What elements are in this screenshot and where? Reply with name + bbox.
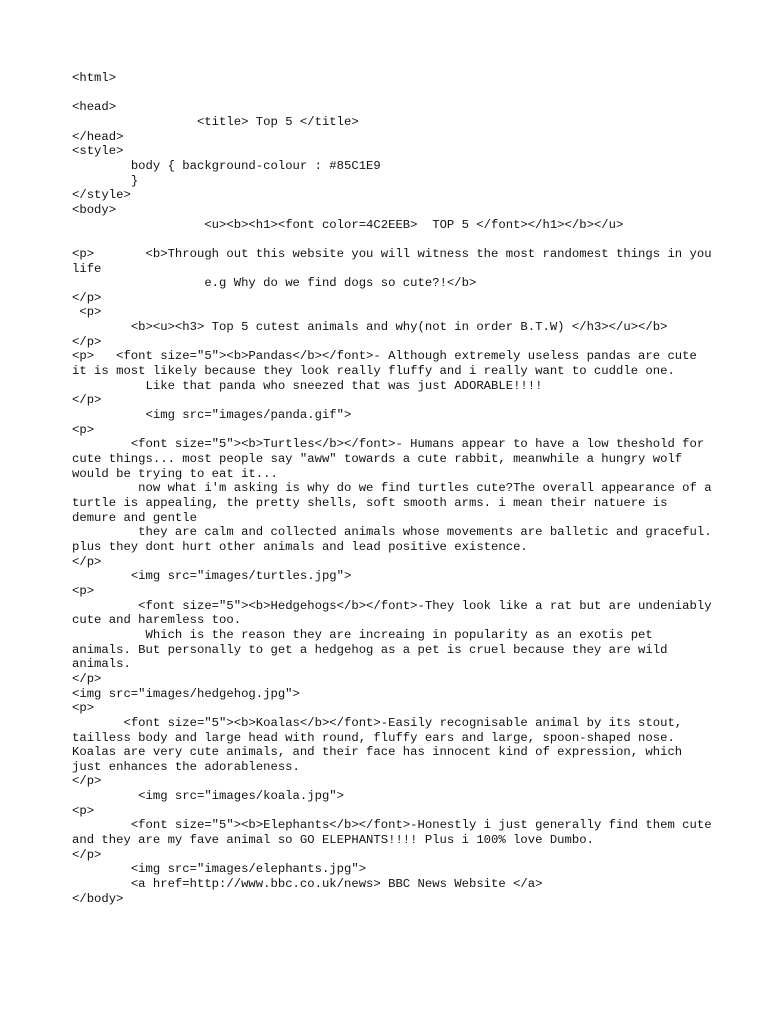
- code-line: </p>: [72, 393, 102, 408]
- code-line: <p>: [72, 803, 95, 818]
- code-line: <img src="images/koala.jpg">: [72, 789, 345, 804]
- code-line: <b><u><h3> Top 5 cutest animals and why(not in order B.T.W) </h3></u></b>: [72, 320, 668, 335]
- code-line: </p>: [72, 290, 102, 305]
- code-line: <p>: [72, 583, 95, 598]
- code-line: </p>: [72, 334, 102, 349]
- code-line: </p>: [72, 847, 102, 862]
- code-line: <p>: [72, 305, 102, 320]
- code-line: <body>: [72, 202, 117, 217]
- code-line: [72, 232, 712, 247]
- document-page: [72, 71, 719, 906]
- code-line: <p>: [72, 701, 95, 716]
- code-line: <img src="images/panda.gif">: [72, 408, 352, 423]
- code-line: </p>: [72, 554, 102, 569]
- code-line: <font size="5"><b>Turtles</b></font>- Humans appear to have a low theshold for cute things... most people say "aww" towards a cute rabbit, meanwhile a hungry wolf would be trying to eat it...: [72, 437, 712, 481]
- code-line: Which is the reason they are increaing in popularity as an exotis pet animals. But personally to get a hedgehog as a pet is cruel because they are wild animals.: [72, 627, 675, 672]
- code-line: </p>: [72, 671, 102, 686]
- code-line: <html>: [72, 71, 117, 85]
- code-line: <font size="5"><b>Hedgehogs</b></font>-They look like a rat but are undeniably cute and haremless too.: [72, 598, 719, 628]
- code-line: <img src="images/elephants.jpg">: [72, 862, 367, 877]
- code-line: body { background-colour : #85C1E9: [72, 158, 381, 173]
- code-line: <font size="5"><b>Elephants</b></font>-Honestly i just generally find them cute and they are my fave animal so GO ELEPHANTS!!!! Plus i 100% love Dumbo.: [72, 818, 719, 848]
- code-line: </head>: [72, 129, 124, 144]
- code-line: <style>: [72, 144, 124, 159]
- code-line: [72, 86, 712, 101]
- code-line: <p> <font size="5"><b>Pandas</b></font>- Although extremely useless pandas are cute it is most likely because they look really fluffy and i really want to cuddle one.: [72, 349, 705, 379]
- code-line: </p>: [72, 774, 102, 789]
- code-line: </style>: [72, 188, 131, 203]
- code-line: Like that panda who sneezed that was just ADORABLE!!!!: [72, 378, 543, 393]
- code-line: <img src="images/hedgehog.jpg">: [72, 686, 300, 701]
- code-line: </body>: [72, 891, 124, 906]
- code-line: they are calm and collected animals whose movements are balletic and graceful. plus they dont hurt other animals and lead positive existence.: [72, 525, 719, 554]
- code-line: <p> <b>Through out this website you will witness the most randomest things in you life: [72, 246, 719, 276]
- code-line: <img src="images/turtles.jpg">: [72, 569, 352, 584]
- code-line: <title> Top 5 </title>: [72, 114, 359, 129]
- code-line: <a href=http://www.bbc.co.uk/news> BBC News Website </a>: [72, 877, 543, 892]
- code-line: e.g Why do we find dogs so cute?!</b>: [72, 276, 477, 291]
- code-line: <p>: [72, 422, 95, 437]
- code-line: <head>: [72, 100, 117, 115]
- code-line: }: [72, 173, 139, 188]
- code-line: <font size="5"><b>Koalas</b></font>-Easily recognisable animal by its stout, tailless body and large head with round, fluffy ears and large, spoon-shaped nose. Koalas are very cute animals, and their face has innocent kind of expression, which just enhances the adorableness.: [72, 715, 690, 774]
- code-line: now what i'm asking is why do we find turtles cute?The overall appearance of a turtle is appealing, the pretty shells, soft smooth arms. i mean their natuere is demure and gentle: [72, 481, 719, 525]
- code-line: <u><b><h1><font color=4C2EEB> TOP 5 </font></h1></b></u>: [72, 217, 624, 232]
